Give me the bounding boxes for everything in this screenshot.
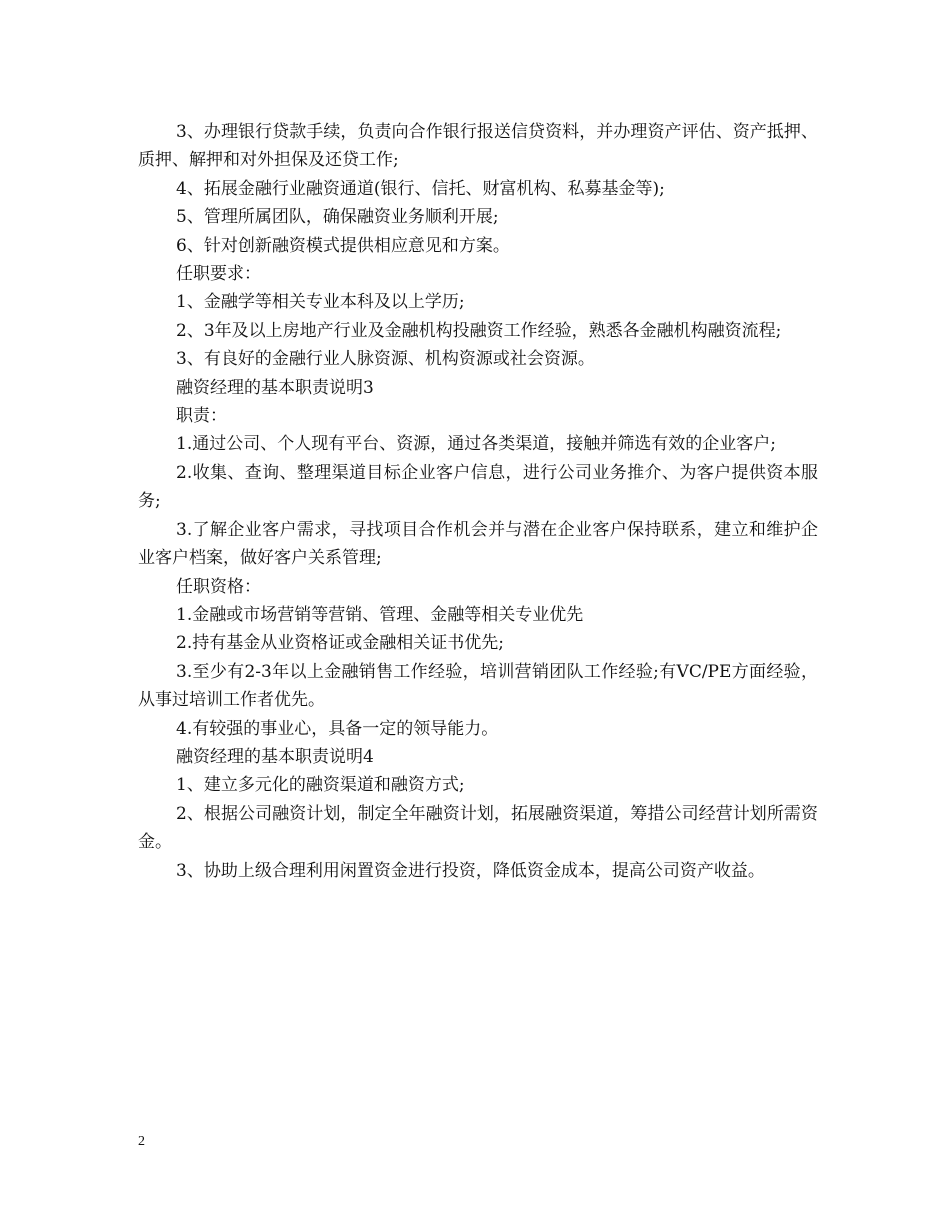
section-heading: 任职资格： [176, 576, 261, 597]
paragraph: 3、有良好的金融行业人脉资源、机构资源或社会资源。 [176, 349, 595, 370]
section-heading: 职责： [176, 406, 227, 427]
paragraph: 3.至少有2-3年以上金融销售工作经验，培训营销团队工作经验;有VC/PE方面经验，从事过培训工作者优先。 [138, 661, 818, 711]
document-body [138, 118, 818, 885]
paragraph: 6、针对创新融资模式提供相应意见和方案。 [176, 235, 510, 256]
section-heading: 融资经理的基本职责说明4 [176, 746, 374, 767]
section-heading: 融资经理的基本职责说明3 [176, 377, 374, 398]
paragraph: 2、根据公司融资计划，制定全年融资计划，拓展融资渠道，筹措公司经营计划所需资金。 [138, 803, 818, 853]
paragraph: 2.持有基金从业资格证或金融相关证书优先; [176, 633, 504, 654]
paragraph: 1.金融或市场营销等营销、管理、金融等相关专业优先 [176, 604, 584, 625]
paragraph: 1、建立多元化的融资渠道和融资方式; [176, 775, 465, 796]
page-number: 2 [138, 1134, 145, 1149]
paragraph: 1.通过公司、个人现有平台、资源，通过各类渠道，接触并筛选有效的企业客户; [176, 434, 776, 455]
paragraph: 3.了解企业客户需求，寻找项目合作机会并与潜在企业客户保持联系，建立和维护企业客户档案，做好客户关系管理; [138, 519, 818, 569]
paragraph: 2.收集、查询、整理渠道目标企业客户信息，进行公司业务推介、为客户提供资本服务; [138, 462, 818, 512]
paragraph: 2、3年及以上房地产行业及金融机构投融资工作经验，熟悉各金融机构融资流程; [176, 320, 782, 341]
paragraph: 5、管理所属团队，确保融资业务顺利开展; [176, 207, 499, 228]
paragraph: 1、金融学等相关专业本科及以上学历; [176, 292, 465, 313]
paragraph: 4、拓展金融行业融资通道(银行、信托、财富机构、私募基金等); [176, 178, 665, 199]
paragraph: 3、协助上级合理利用闲置资金进行投资，降低资金成本，提高公司资产收益。 [176, 860, 765, 881]
section-heading: 任职要求： [176, 264, 261, 285]
paragraph: 4.有较强的事业心，具备一定的领导能力。 [176, 718, 499, 739]
paragraph: 3、办理银行贷款手续，负责向合作银行报送信贷资料，并办理资产评估、资产抵押、质押、解押和对外担保及还贷工作; [138, 122, 818, 171]
